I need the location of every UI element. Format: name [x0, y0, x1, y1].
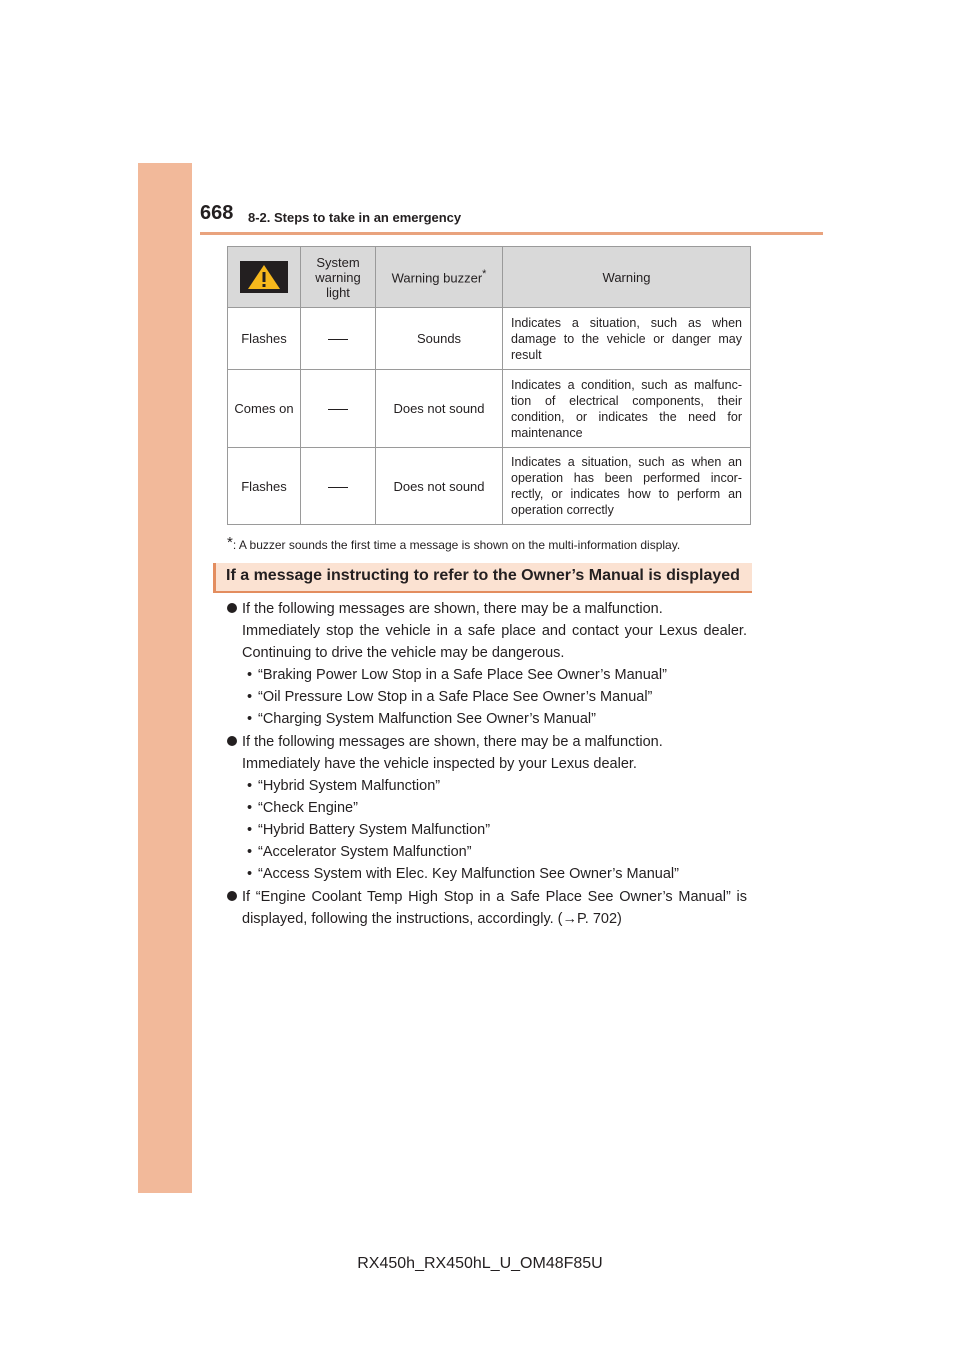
- table-row: [228, 448, 751, 525]
- bullet-intro: If “Engine Coolant Temp High Stop in a Safe Place See Owner’s Manual” is displayed, following the instructions, accordingly. (→P. 702): [242, 889, 747, 927]
- dash-mark: [328, 339, 348, 340]
- header-icon-cell: [228, 247, 301, 308]
- footnote-text: : A buzzer sounds the first time a message is shown on the multi-information display.: [232, 538, 681, 552]
- list-item: • “Accelerator System Malfunction”: [242, 841, 747, 863]
- bullet-item: [227, 731, 747, 885]
- section-title: 8-2. Steps to take in an emergency: [248, 210, 462, 225]
- list-item: • “Braking Power Low Stop in a Safe Place See Owner’s Manual”: [242, 664, 747, 686]
- row-buzzer: Does not sound: [376, 370, 503, 448]
- bullet-dot-icon: [227, 891, 237, 901]
- bullet-intro: If the following messages are shown, there may be a malfunction.: [242, 601, 663, 617]
- bullet-detail: Immediately have the vehicle inspected by your Lexus dealer.: [242, 756, 637, 772]
- row-buzzer: Does not sound: [376, 448, 503, 525]
- list-item: • “Oil Pressure Low Stop in a Safe Place See Owner’s Manual”: [242, 686, 747, 708]
- header-buzzer: [376, 247, 503, 308]
- header-buzzer-label: Warning buzzer: [391, 270, 483, 286]
- row-light: [301, 370, 376, 448]
- bullet-dot-icon: [227, 736, 237, 746]
- bullet-item: [227, 886, 747, 930]
- table-row: [228, 370, 751, 448]
- chapter-side-tab: [138, 163, 192, 1193]
- table-footnote: [227, 534, 680, 552]
- page-number: 668: [200, 202, 234, 224]
- footnote-star: *: [227, 534, 233, 551]
- row-warning: Indicates a situation, such as when an operation has been performed incor- rectly, or indicates how to perform an operation correctly: [503, 448, 751, 525]
- header-buzzer-star: *: [482, 268, 487, 281]
- list-item: • “Charging System Malfunction See Owner’s Manual”: [242, 708, 747, 730]
- row-state: Comes on: [228, 370, 301, 448]
- warning-triangle-icon: [240, 261, 288, 293]
- row-state: Flashes: [228, 308, 301, 370]
- list-item: • “Check Engine”: [242, 797, 747, 819]
- section-heading-text: If a message instructing to refer to the Owner’s Manual is displayed: [226, 567, 740, 584]
- bullet-detail: Immediately stop the vehicle in a safe place and contact your Lexus dealer. Continuing to drive the vehicle may be dangerous.: [242, 623, 747, 661]
- bullet-dot-icon: [227, 603, 237, 613]
- row-light: [301, 448, 376, 525]
- header-warning: Warning: [503, 247, 751, 308]
- header-divider: [200, 232, 823, 235]
- list-item: • “Access System with Elec. Key Malfunction See Owner’s Manual”: [242, 863, 747, 885]
- list-item: • “Hybrid Battery System Malfunction”: [242, 819, 747, 841]
- dash-mark: [328, 487, 348, 488]
- row-warning: Indicates a situation, such as when damage to the vehicle or danger may result: [503, 308, 751, 370]
- section-heading: [213, 563, 752, 593]
- document-code-footer: RX450h_RX450hL_U_OM48F85U: [357, 1255, 603, 1272]
- row-state: Flashes: [228, 448, 301, 525]
- row-buzzer: Sounds: [376, 308, 503, 370]
- bullet-item: [227, 598, 747, 730]
- bullet-intro: If the following messages are shown, there may be a malfunction.: [242, 734, 663, 750]
- warning-table: [227, 246, 751, 525]
- dash-mark: [328, 409, 348, 410]
- body-content: [227, 598, 747, 931]
- list-item: • “Hybrid System Malfunction”: [242, 775, 747, 797]
- table-header-row: [228, 247, 751, 308]
- table-row: [228, 308, 751, 370]
- row-warning: Indicates a condition, such as malfunc- tion of electrical components, their condition, or indicates the need for maintenance: [503, 370, 751, 448]
- header-system-light: System warning light: [301, 247, 376, 308]
- row-light: [301, 308, 376, 370]
